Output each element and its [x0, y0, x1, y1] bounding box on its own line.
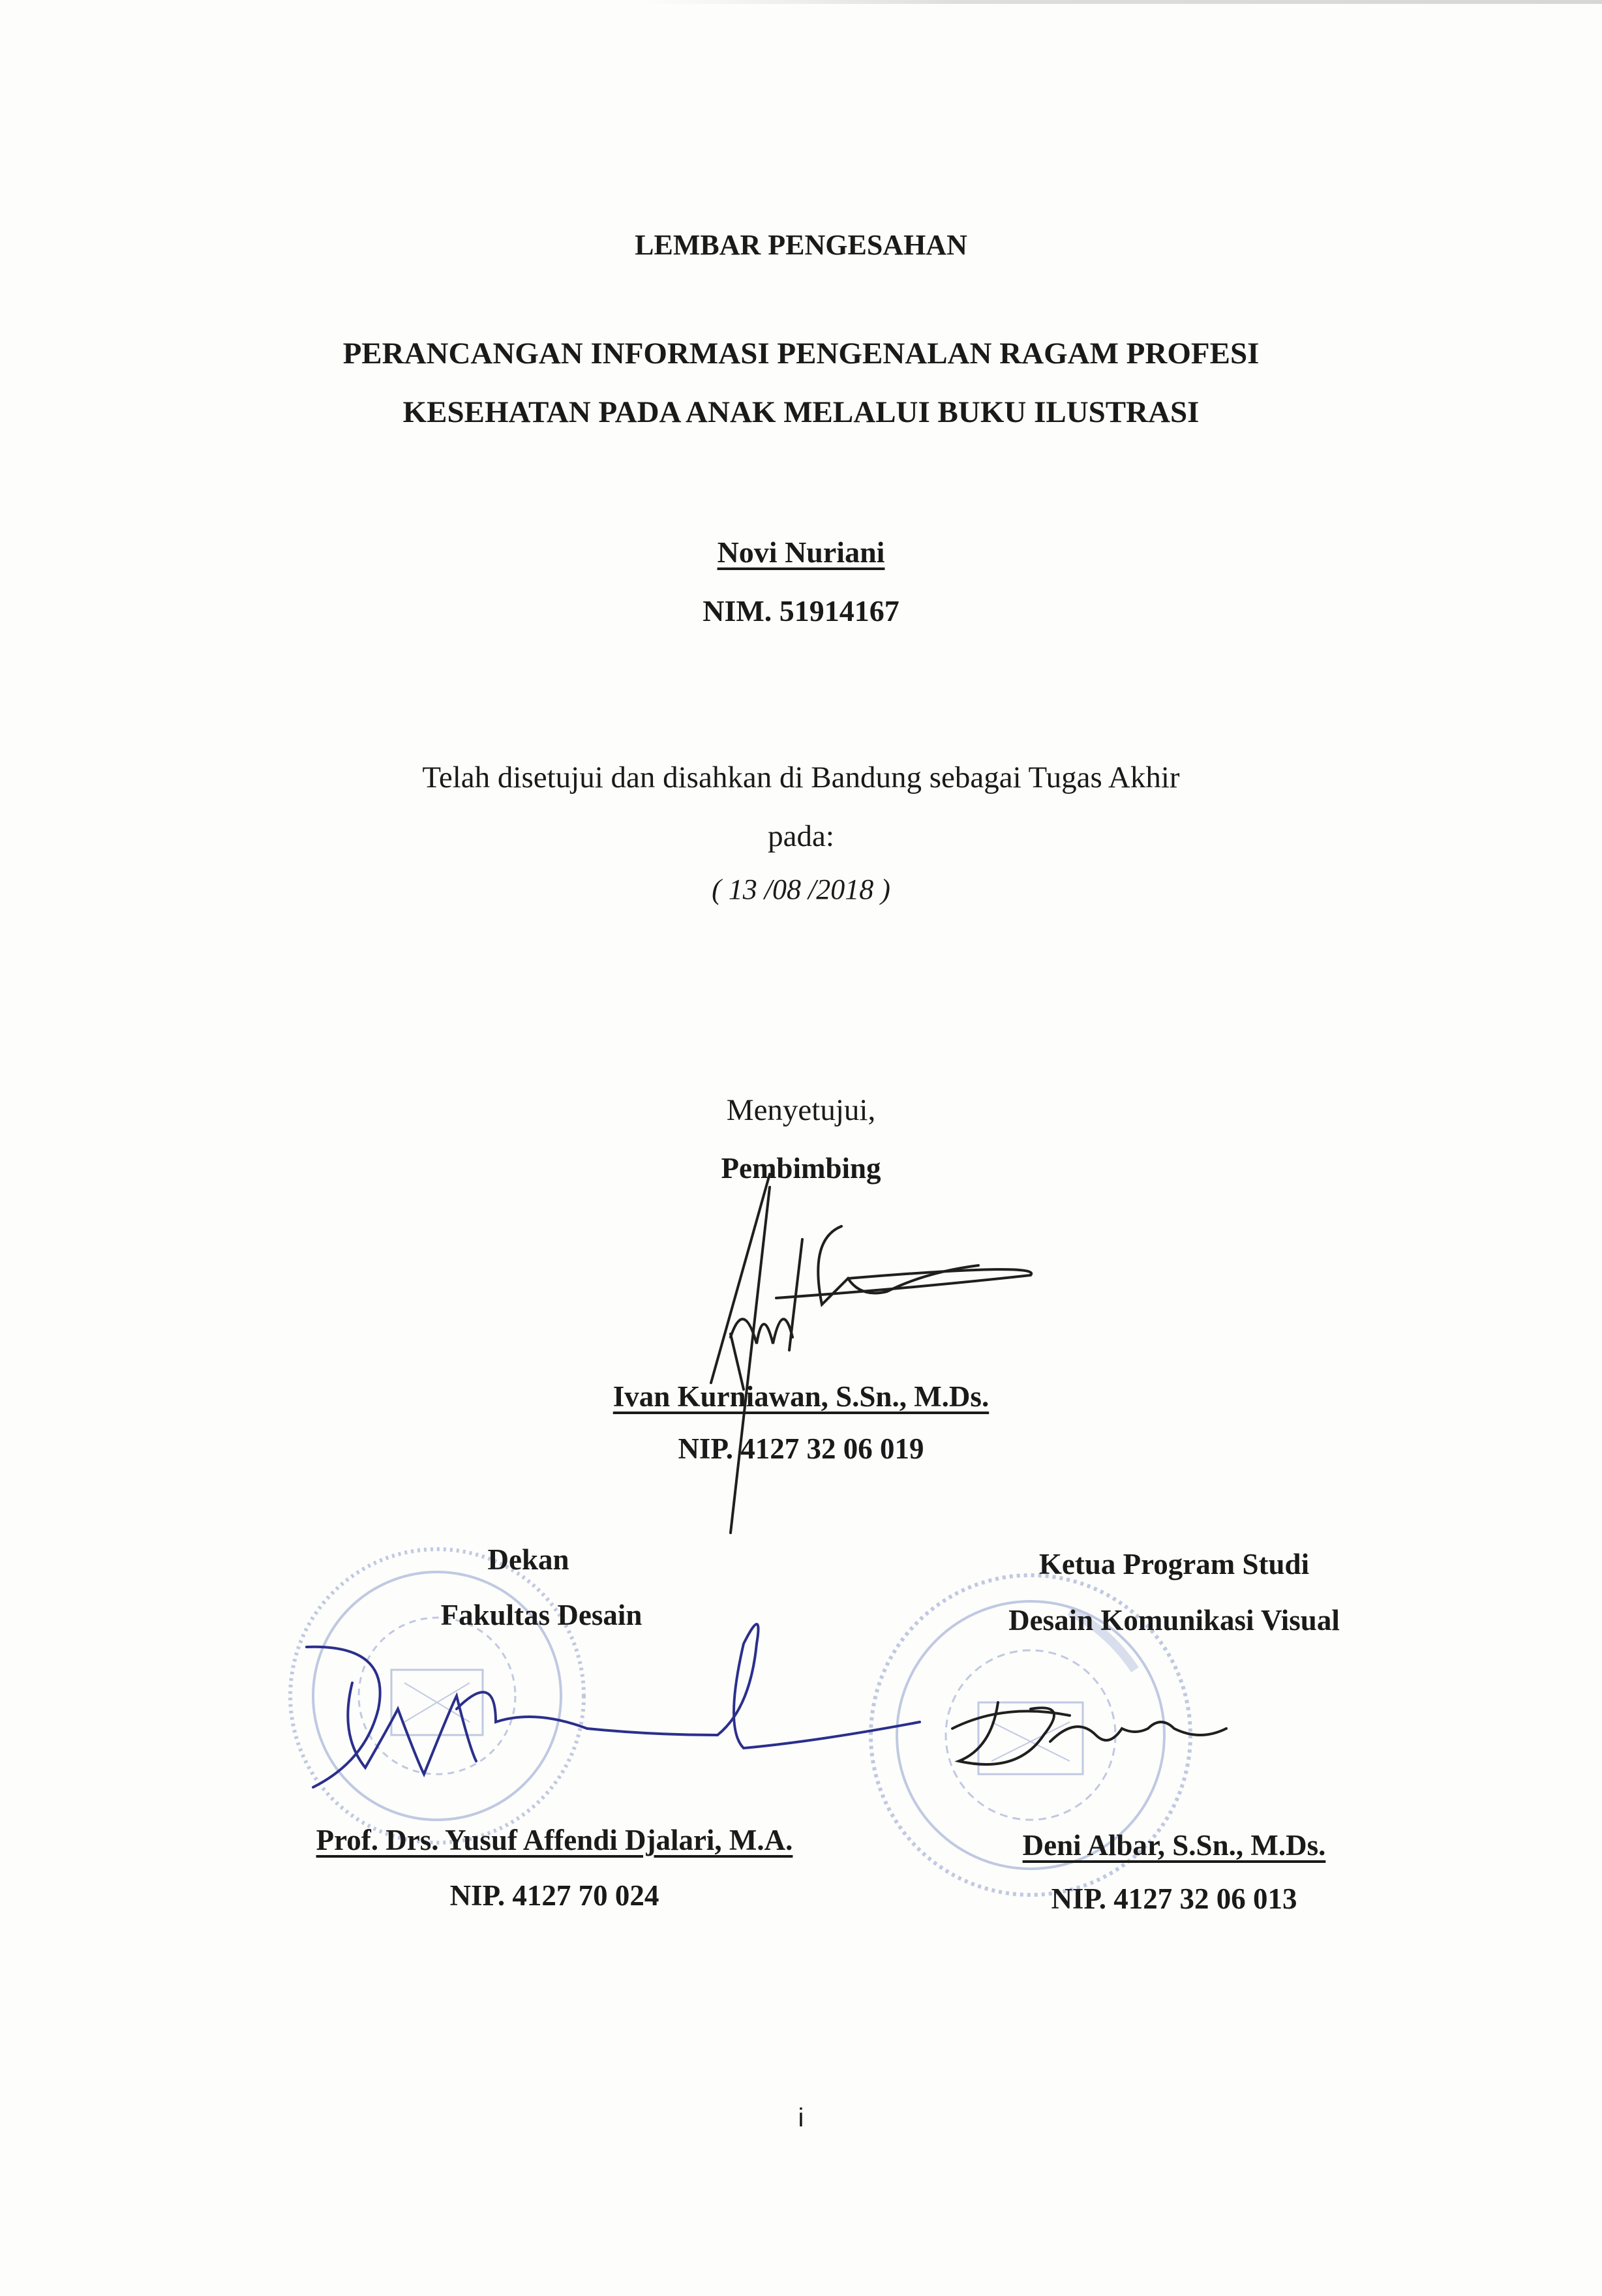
approved-label: Menyetujui, — [726, 1093, 876, 1127]
approval-on-label: pada: — [768, 819, 834, 853]
supervisor-name: Ivan Kurniawan, S.Sn., M.Ds. — [612, 1380, 990, 1413]
head-of-program-role: Ketua Program Studi — [1038, 1548, 1310, 1580]
head-of-program-signature — [952, 1702, 1226, 1764]
page-number: i — [798, 2104, 804, 2132]
student-nim: NIM. 51914167 — [703, 594, 899, 627]
head-of-program-nip: NIP. 4127 32 06 013 — [1051, 1882, 1297, 1915]
supervisor-signature — [711, 1174, 1031, 1533]
faculty-stamp — [290, 1549, 584, 1843]
dean-nip: NIP. 4127 70 024 — [449, 1879, 659, 1912]
thesis-title-line-1: PERANCANGAN INFORMASI PENGENALAN RAGAM PROFESI — [342, 337, 1260, 370]
scan-edge — [0, 0, 1602, 4]
dean-unit: Fakultas Desain — [440, 1599, 642, 1631]
head-of-program-name: Deni Albar, S.Sn., M.Ds. — [1022, 1829, 1326, 1862]
dean-role: Dekan — [487, 1543, 569, 1576]
thesis-title-line-2: KESEHATAN PADA ANAK MELALUI BUKU ILUSTRASI — [402, 395, 1200, 429]
dean-name: Prof. Drs. Yusuf Affendi Djalari, M.A. — [316, 1824, 793, 1856]
supervisor-role: Pembimbing — [721, 1152, 881, 1185]
dean-signature — [307, 1624, 920, 1787]
approval-date: ( 13 /08 /2018 ) — [712, 873, 890, 905]
approval-statement: Telah disetujui dan disahkan di Bandung sebagai Tugas Akhir — [422, 761, 1180, 794]
head-of-program-unit: Desain Komunikasi Visual — [1008, 1604, 1340, 1637]
supervisor-nip: NIP. 4127 32 06 019 — [678, 1432, 924, 1465]
student-name: Novi Nuriani — [717, 536, 885, 569]
page-title: LEMBAR PENGESAHAN — [635, 229, 967, 261]
